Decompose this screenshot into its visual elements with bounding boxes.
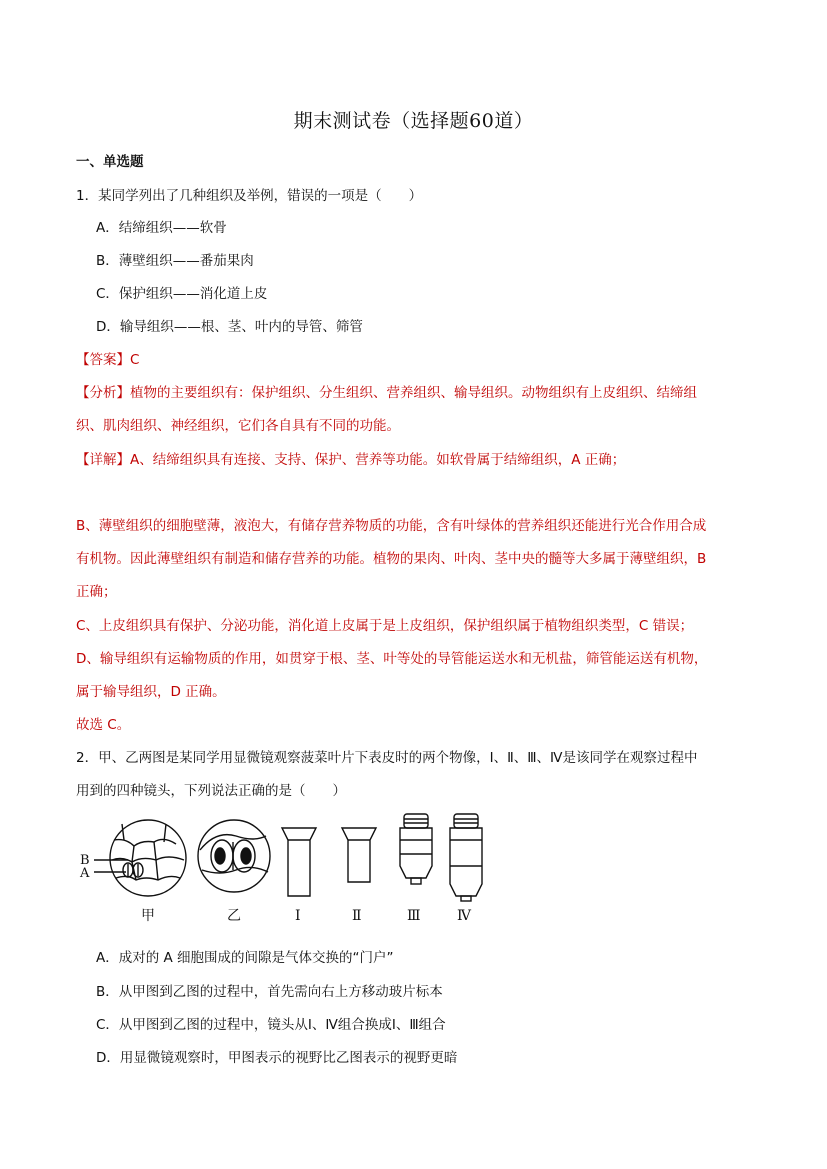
analysis-label: 【分析】: [76, 385, 130, 401]
label-b: B: [80, 853, 90, 868]
detail-text-a: A、结缔组织具有连接、支持、保护、营养等功能。如软骨属于结缔组织，A 正确；: [130, 452, 626, 468]
detail-line-b1: B、薄壁组织的细胞壁薄，液泡大，有储存营养物质的功能，含有叶绿体的营养组织还能进行光合作用合成: [76, 518, 707, 534]
detail-line-b3: 正确；: [76, 584, 117, 600]
detail-line-c: C、上皮组织具有保护、分泌功能，消化道上皮属于是上皮组织，保护组织属于植物组织类型，C 错误；: [76, 618, 694, 634]
question-1-option-a: A．结缔组织——软骨: [96, 220, 227, 236]
question-2-option-b: B．从甲图到乙图的过程中，首先需向右上方移动玻片标本: [96, 984, 443, 1000]
detail-line-d1: D、输导组织有运输物质的作用，如贯穿于根、茎、叶等处的导管能运送水和无机盐，筛管能运送有机物，: [76, 651, 708, 667]
page-title: 期末测试卷（选择题60道）: [293, 110, 534, 132]
microscope-figure: [76, 810, 496, 930]
label-iii: Ⅲ: [407, 908, 421, 924]
label-ii: Ⅱ: [352, 908, 362, 924]
lens-ii-icon: [342, 828, 376, 882]
conclusion-line: 故选 C。: [76, 717, 131, 733]
question-2-stem-1: 2．甲、乙两图是某同学用显微镜观察菠菜叶片下表皮时的两个物像，Ⅰ、Ⅱ、Ⅲ、Ⅳ是该同学在观察过程中: [76, 750, 698, 766]
question-1-stem: 1．某同学列出了几种组织及举例，错误的一项是（ ）: [76, 188, 423, 204]
section-heading: 一、单选题: [76, 154, 144, 170]
question-2-option-c: C．从甲图到乙图的过程中，镜头从Ⅰ、Ⅳ组合换成Ⅰ、Ⅲ组合: [96, 1017, 446, 1033]
detail-label: 【详解】: [76, 452, 130, 468]
view-jia-diagram: [94, 820, 186, 896]
label-i: Ⅰ: [295, 908, 301, 924]
view-yi-diagram: [198, 820, 270, 892]
analysis-line-1: [76, 381, 697, 401]
question-2-stem-2: 用到的四种镜头，下列说法正确的是（ ）: [76, 783, 346, 799]
question-1-option-d: D．输导组织——根、茎、叶内的导管、筛管: [96, 319, 363, 335]
question-1-option-b: B．薄壁组织——番茄果肉: [96, 253, 254, 269]
answer-value: C: [130, 352, 140, 368]
lens-i-icon: [282, 828, 316, 896]
lens-iv-icon: [450, 814, 482, 901]
question-2-option-d: D．用显微镜观察时，甲图表示的视野比乙图表示的视野更暗: [96, 1050, 458, 1066]
question-1-option-c: C．保护组织——消化道上皮: [96, 286, 268, 302]
answer-label: 【答案】: [76, 352, 130, 368]
answer-line: [76, 348, 139, 368]
analysis-text-1: 植物的主要组织有：保护组织、分生组织、营养组织、输导组织。动物组织有上皮组织、结缔组: [130, 385, 697, 401]
analysis-line-2: 织、肌肉组织、神经组织，它们各自具有不同的功能。: [76, 418, 400, 434]
detail-line-d2: 属于输导组织，D 正确。: [76, 684, 226, 700]
label-a: A: [80, 866, 90, 881]
question-2-option-a: A．成对的 A 细胞围成的间隙是气体交换的“门户”: [96, 950, 394, 966]
lens-iii-icon: [400, 814, 432, 884]
label-iv: Ⅳ: [457, 908, 471, 924]
label-jia: 甲: [141, 908, 155, 924]
detail-line-a: [76, 448, 625, 468]
detail-line-b2: 有机物。因此薄壁组织有制造和储存营养的功能。植物的果肉、叶肉、茎中央的髓等大多属于薄壁组织，B: [76, 551, 707, 567]
label-yi: 乙: [227, 908, 241, 924]
